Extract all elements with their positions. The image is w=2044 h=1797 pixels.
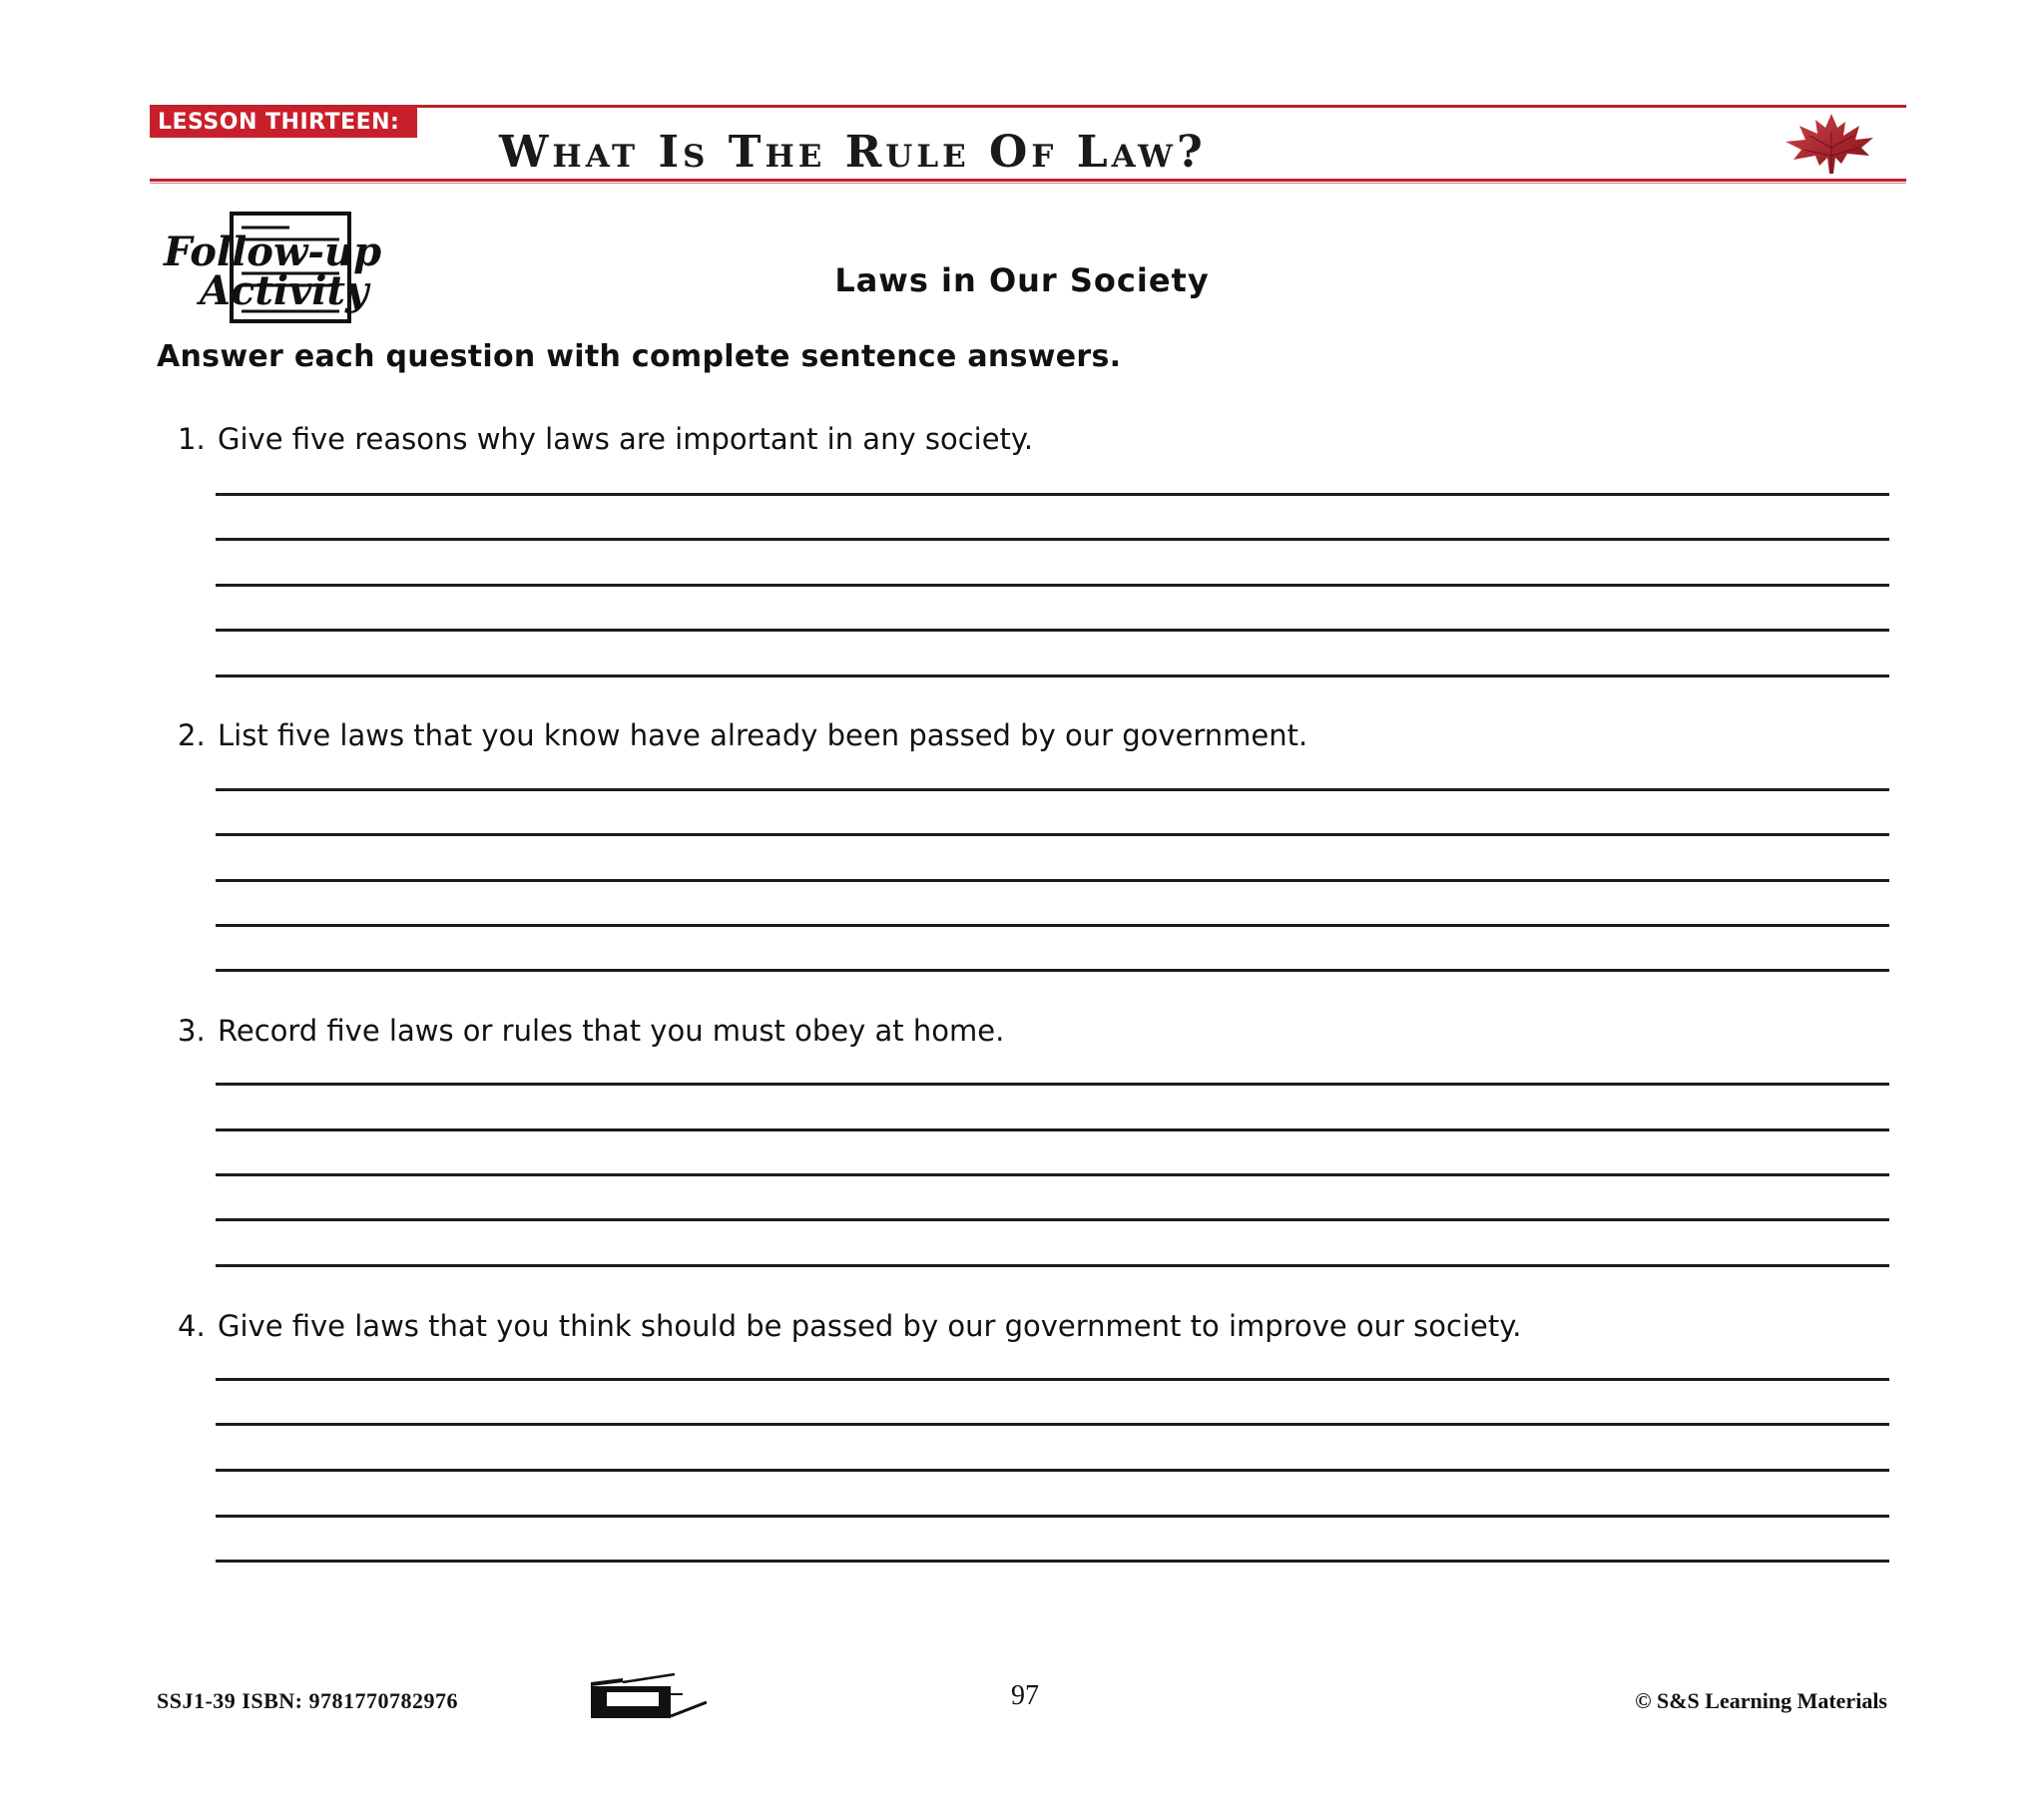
answer-line[interactable] <box>216 833 1889 836</box>
answer-line[interactable] <box>216 924 1889 927</box>
answer-line[interactable] <box>216 1560 1889 1563</box>
svg-text:Follow-up: Follow-up <box>164 228 382 275</box>
copyright: © S&S Learning Materials <box>1635 1688 1887 1713</box>
answer-line[interactable] <box>216 969 1889 972</box>
answer-line[interactable] <box>216 1218 1889 1221</box>
question-1 <box>178 422 1033 456</box>
answer-line[interactable] <box>216 674 1889 677</box>
answer-line[interactable] <box>216 1378 1889 1381</box>
question-4 <box>178 1309 1522 1343</box>
photocopier-icon <box>587 1672 707 1720</box>
question-number: 1. <box>178 422 206 456</box>
question-number: 3. <box>178 1014 206 1048</box>
answer-line[interactable] <box>216 1469 1889 1472</box>
question-3 <box>178 1014 1004 1048</box>
lesson-label: LESSON THIRTEEN: <box>150 107 417 138</box>
instructions: Answer each question with complete sentence answers. <box>157 339 1122 374</box>
answer-line[interactable] <box>216 1083 1889 1086</box>
answer-line[interactable] <box>216 1515 1889 1518</box>
answer-line[interactable] <box>216 629 1889 632</box>
page-title: What Is The Rule Of Law? <box>499 127 1207 178</box>
page-number: 97 <box>1011 1680 1039 1711</box>
answer-line[interactable] <box>216 1173 1889 1176</box>
answer-line[interactable] <box>216 788 1889 791</box>
footer-isbn: SSJ1-39 ISBN: 9781770782976 <box>157 1688 458 1713</box>
header-bottom-rule <box>150 179 1906 182</box>
question-number: 2. <box>178 718 206 752</box>
header-bottom-rule-thin <box>150 183 1906 184</box>
question-text: Give five reasons why laws are important in any society. <box>218 422 1034 456</box>
question-number: 4. <box>178 1309 206 1343</box>
maple-leaf-icon <box>1782 112 1881 176</box>
answer-line[interactable] <box>216 1128 1889 1131</box>
answer-line[interactable] <box>216 584 1889 587</box>
question-2 <box>178 718 1307 752</box>
answer-line[interactable] <box>216 493 1889 496</box>
answer-line[interactable] <box>216 879 1889 882</box>
answer-line[interactable] <box>216 538 1889 541</box>
answer-line[interactable] <box>216 1264 1889 1267</box>
svg-text:Activity: Activity <box>200 267 369 314</box>
question-text: List five laws that you know have already been passed by our government. <box>218 718 1308 752</box>
activity-subtitle: Laws in Our Society <box>834 261 1210 299</box>
question-text: Record five laws or rules that you must obey at home. <box>218 1014 1005 1048</box>
question-text: Give five laws that you think should be passed by our government to improve our society. <box>218 1309 1522 1343</box>
answer-line[interactable] <box>216 1423 1889 1426</box>
